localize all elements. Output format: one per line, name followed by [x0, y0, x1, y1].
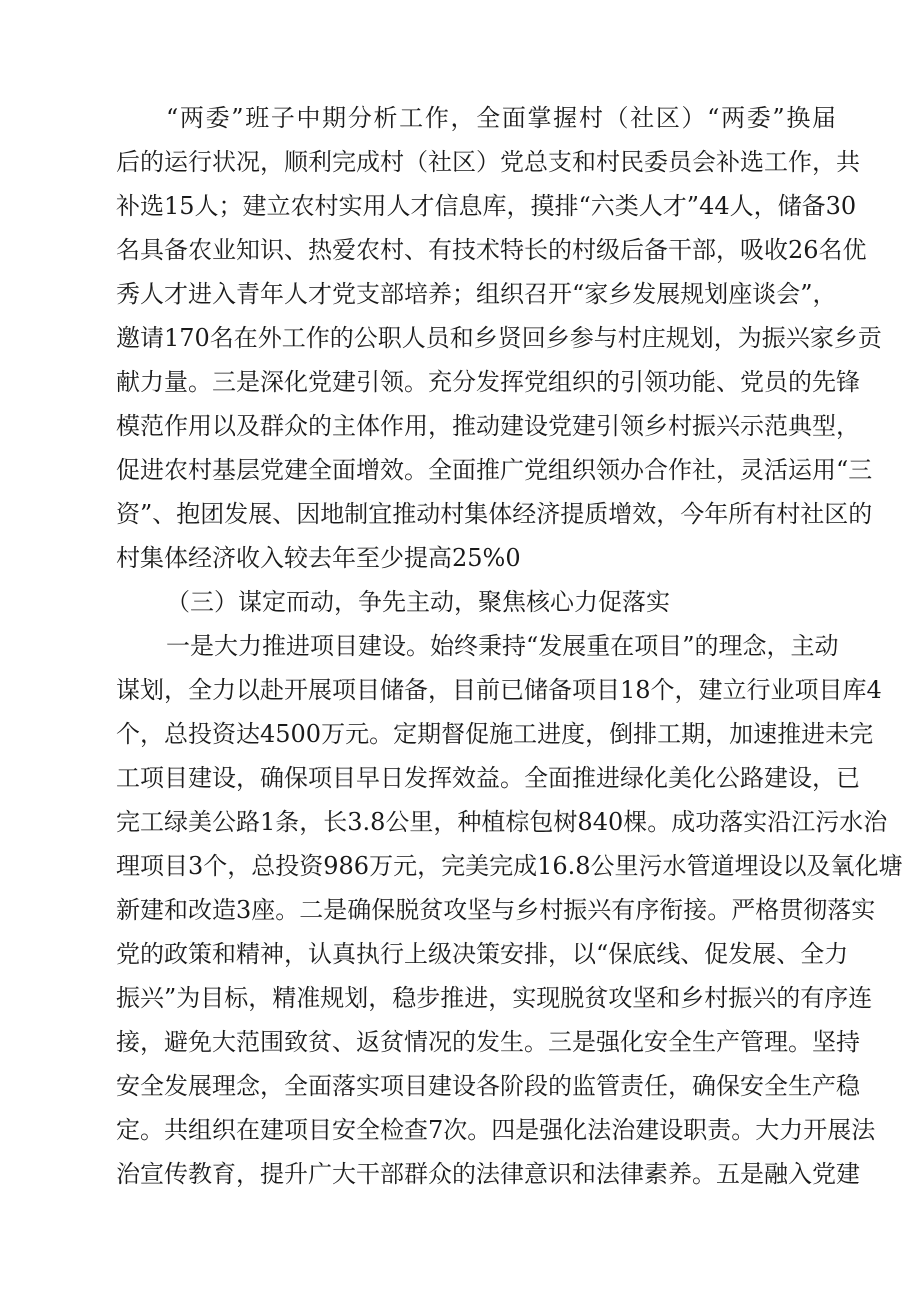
paragraph-line: 振兴”为目标，精准规划，稳步推进，实现脱贫攻坚和乡村振兴的有序连 [116, 984, 873, 1012]
paragraph-line: 名具备农业知识、热爱农村、有技术特长的村级后备干部，吸收26名优 [116, 236, 867, 264]
paragraph-line: 村集体经济收入较去年至少提高25%0 [116, 544, 521, 572]
paragraph-line: 新建和改造3座。二是确保脱贫攻坚与乡村振兴有序衔接。严格贯彻落实 [116, 896, 876, 924]
paragraph-line: “两委”班子中期分析工作，全面掌握村（社区）“两委”换届 [166, 104, 836, 132]
paragraph-line: 接，避免大范围致贫、返贫情况的发生。三是强化安全生产管理。坚持 [116, 1028, 860, 1056]
paragraph-line: 完工绿美公路1条，长3.8公里，种植棕包树840棵。成功落实沿江污水治 [116, 808, 888, 836]
paragraph-line: 献力量。三是深化党建引领。充分发挥党组织的引领功能、党员的先锋 [116, 368, 860, 396]
paragraph-line: 谋划，全力以赴开展项目储备，目前已储备项目18个，建立行业项目库4 [116, 676, 882, 704]
paragraph-line: 个，总投资达4500万元。定期督促施工进度，倒排工期，加速推进未完 [116, 720, 874, 748]
paragraph-line: 一是大力推进项目建设。始终秉持“发展重在项目”的理念，主动 [166, 632, 839, 660]
paragraph-line: 安全发展理念，全面落实项目建设各阶段的监管责任，确保安全生产稳 [116, 1072, 860, 1100]
paragraph-line: 资”、抱团发展、因地制宜推动村集体经济提质增效，今年所有村社区的 [116, 500, 873, 528]
paragraph-line: 定。共组织在建项目安全检查7次。四是强化法治建设职责。大力开展法 [116, 1116, 876, 1144]
paragraph-line: 秀人才进入青年人才党支部培养；组织召开“家乡发展规划座谈会”， [116, 280, 837, 308]
paragraph-line: 后的运行状况，顺利完成村（社区）党总支和村民委员会补选工作，共 [116, 148, 860, 176]
paragraph-line: 邀请170名在外工作的公职人员和乡贤回乡参与村庄规划，为振兴家乡贡 [116, 324, 882, 352]
paragraph-line: 理项目3个，总投资986万元，完美完成16.8公里污水管道埋设以及氧化塘 [116, 852, 903, 880]
paragraph-line: 补选15人；建立农村实用人才信息库，摸排“六类人才”44人，储备30 [116, 192, 857, 220]
paragraph-line: 党的政策和精神，认真执行上级决策安排，以“保底线、促发展、全力 [116, 940, 849, 968]
section-heading: （三）谋定而动，争先主动，聚焦核心力促落实 [166, 588, 670, 616]
paragraph-line: 工项目建设，确保项目早日发挥效益。全面推进绿化美化公路建设，已 [116, 764, 860, 792]
paragraph-line: 模范作用以及群众的主体作用，推动建设党建引领乡村振兴示范典型， [116, 412, 860, 440]
paragraph-line: 治宣传教育，提升广大干部群众的法律意识和法律素养。五是融入党建 [116, 1160, 860, 1188]
paragraph-line: 促进农村基层党建全面增效。全面推广党组织领办合作社，灵活运用“三 [116, 456, 873, 484]
